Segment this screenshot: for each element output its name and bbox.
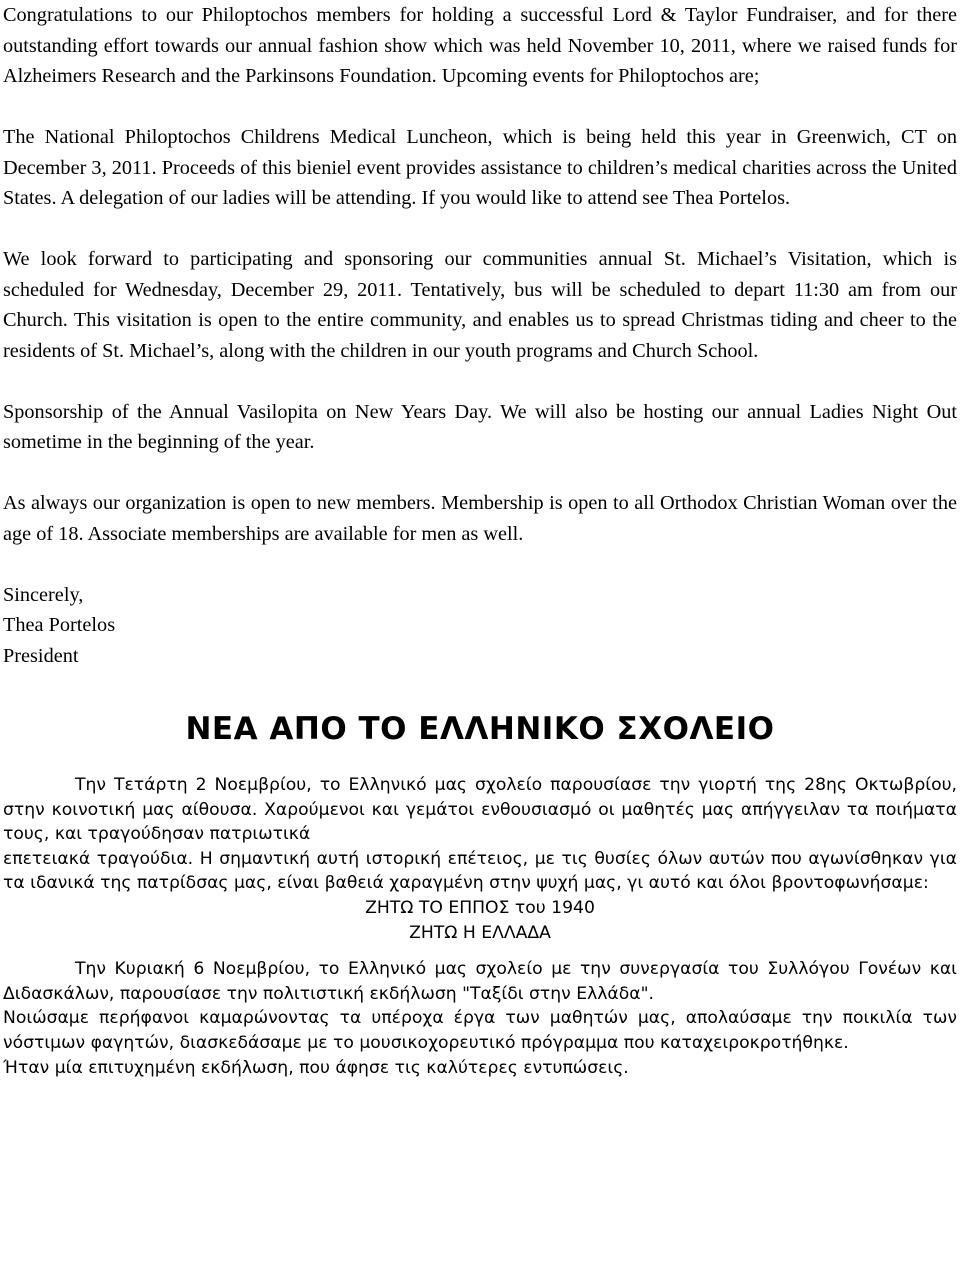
newsletter-page bbox=[3, 0, 957, 1080]
greek-paragraph-3: Νοιώσαμε περήφανοι καμαρώνοντας τα υπέροχα έργα των μαθητών μας, απολαύσαμε την ποικιλία των νόστιμων φαγητών, διασκεδάσαμε με το μουσικοχορευτικό πρόγραμμα που καταχειροκροτήθηκε. bbox=[3, 1008, 957, 1053]
greek-school-heading: ΝΕΑ ΑΠΟ ΤΟ ΕΛΛΗΝΙΚΟ ΣΧΟΛΕΙΟ bbox=[185, 711, 775, 747]
fundraiser-paragraph: Congratulations to our Philoptochos members for holding a successful Lord & Taylor Fundraiser, and for there outstanding effort towards our annual fashion show which was held November 10, 2011, where we raised funds for Alzheimers Research and the Parkinsons Foundation. Upcoming events for Philoptochos are; bbox=[3, 4, 957, 87]
signoff: Sincerely, bbox=[3, 583, 84, 606]
greek-paragraph-1b: επετειακά τραγούδια. Η σημαντική αυτή ιστορική επέτειος, με τις θυσίες όλων αυτών που αγωνίσθηκαν για τα ιδανικά της πατρίδσας μας, είναι βαθειά χαραγμένη στην ψυχή μας, γι αυτό και όλοι βροντοφωνήσαμε: bbox=[3, 848, 957, 894]
signer-role: President bbox=[3, 644, 79, 667]
luncheon-paragraph: The National Philoptochos Childrens Medical Luncheon, which is being held this year in Greenwich, CT on December 3, 2011. Proceeds of this bieniel event provides assistance to children’s medical charities across the United States. A delegation of our ladies will be attending. If you would like to attend see Thea Portelos. bbox=[3, 126, 957, 209]
english-section bbox=[3, 0, 957, 671]
greek-section bbox=[3, 773, 957, 1080]
greek-slogan-2: ΖΗΤΩ Η ΕΛΛΑΔΑ bbox=[409, 922, 551, 943]
visitation-paragraph: We look forward to participating and sponsoring our communities annual St. Michael’s Visitation, which is scheduled for Wednesday, December 29, 2011. Tentatively, bus will be scheduled to depart 11:30 am from our Church. This visitation is open to the entire community, and enables us to spread Christmas tiding and cheer to the residents of St. Michael’s, along with the children in our youth programs and Church School. bbox=[3, 248, 957, 362]
greek-paragraph-4: Ήταν μία επιτυχημένη εκδήλωση, που άφησε τις καλύτερες εντυπώσεις. bbox=[3, 1057, 629, 1078]
membership-paragraph: As always our organization is open to new members. Membership is open to all Orthodox Christian Woman over the age of 18. Associate memberships are available for men as well. bbox=[3, 492, 957, 545]
greek-paragraph-1a: Την Τετάρτη 2 Νοεμβρίου, το Ελληνικό μας σχολείο παρουσίασε την γιορτή της 28ης Οκτωβρίου, στην κοινοτική μας αίθουσα. Χαρούμενοι και γεμάτοι ενθουσιασμό οι μαθητές μας απήγγειλαν τα ποιήματα τους, και τραγούδησαν πατριωτικά bbox=[3, 775, 957, 845]
vasilopita-paragraph: Sponsorship of the Annual Vasilopita on New Years Day. We will also be hosting our annual Ladies Night Out sometime in the beginning of the year. bbox=[3, 400, 957, 453]
signer-name: Thea Portelos bbox=[3, 614, 116, 636]
greek-paragraph-2: Την Κυριακή 6 Νοεμβρίου, το Ελληνικό μας σχολείο με την συνεργασία του Συλλόγου Γονέων και Διδασκάλων, παρουσίασε την πολιτιστική εκδήλωση "Ταξίδι στην Ελλάδα". bbox=[3, 959, 957, 1004]
greek-slogan-1: ΖΗΤΩ ΤΟ ΕΠΠΟΣ του 1940 bbox=[365, 897, 595, 918]
